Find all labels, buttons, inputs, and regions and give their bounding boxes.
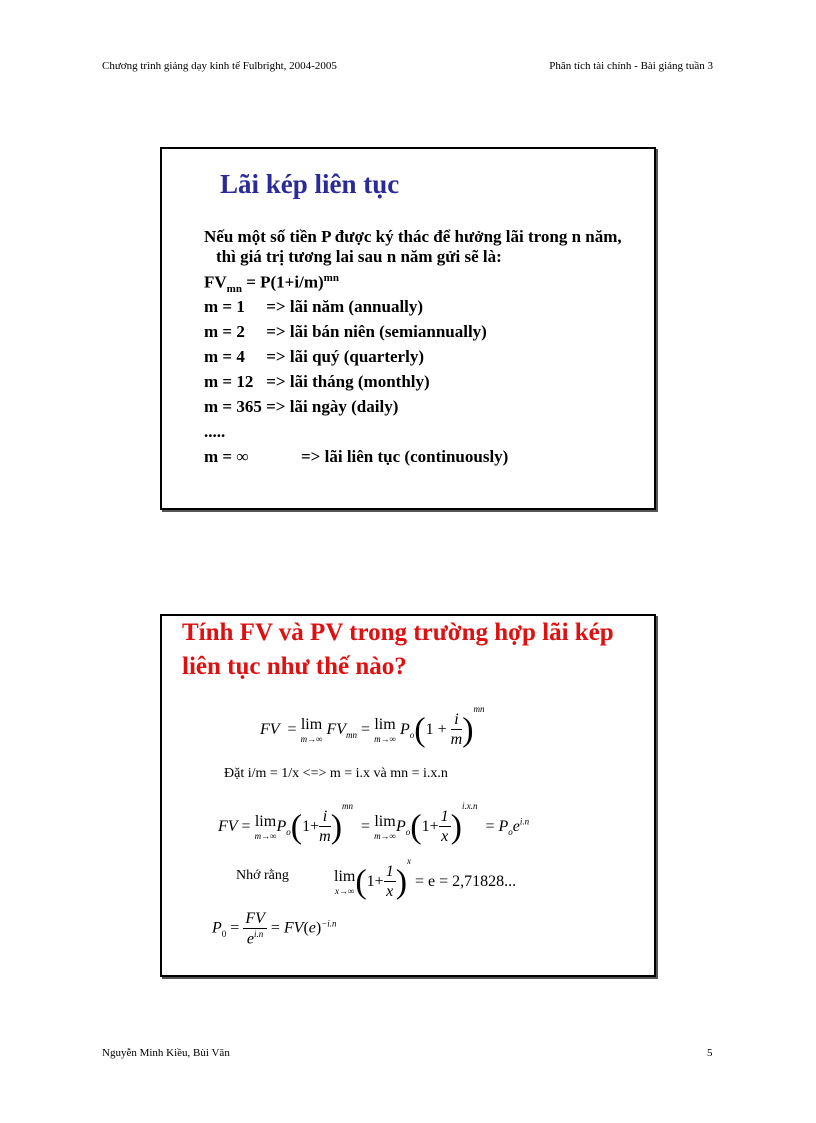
- ellipsis: .....: [204, 422, 226, 441]
- compounding-line: m = 4 => lãi quý (quarterly): [204, 347, 424, 366]
- compounding-line: m = 365 => lãi ngày (daily): [204, 397, 399, 416]
- equation-fv-limit: FV = lim m→∞ $FV_{mn}$ = lim m→∞ $P_o(1$ + $\frac{i}{m}$ )$^{mn}$: [260, 704, 485, 749]
- slide-continuous-compounding: [160, 147, 656, 510]
- equation-fv-exponential: FV = lim m→∞ $P_o(1+$ $\frac{i}{m}$ )$^{mn}$ = lim m→∞ $P_o(1+$ $\frac{1}{x}$ )$^{i.x.n} = P_oe^{i.n}$: [218, 801, 530, 846]
- compounding-line-continuous: m = ∞ => lãi liên tục (continuously): [204, 447, 509, 466]
- slide1-title: Lãi kép liên tục: [220, 169, 400, 199]
- slide1-intro: Nếu một số tiền P được ký thác để hưởng lãi trong n năm, thì giá trị tương lai sau n năm gửi sẽ là:: [204, 227, 622, 266]
- footer-authors: Nguyễn Minh Kiều, Bùi Văn: [102, 1047, 230, 1059]
- header-lecture: Phân tích tài chính - Bài giảng tuần 3: [549, 60, 713, 72]
- slide2-title: Tính FV và PV trong trường hợp lãi kép liên tục như thế nào?: [182, 619, 614, 680]
- header-course: Chương trình giảng dạy kinh tế Fulbright, 2004-2005: [102, 60, 337, 72]
- compounding-line: m = 1 => lãi năm (annually): [204, 297, 424, 316]
- slide-fv-pv-continuous: [160, 614, 656, 977]
- page-number: 5: [707, 1047, 713, 1059]
- equation-pv: $P_0$ = $\frac{FV}{e^{i.n}}$ = $FV(e)^{-i.n}$: [212, 910, 337, 947]
- e-value: = e = 2,71828...: [415, 873, 517, 890]
- slide1-body: [204, 227, 626, 471]
- equation-e-limit: lim x→∞ (1+ $\frac{1}{x}$ )$^x$ = e = 2,71828...: [334, 856, 517, 901]
- remember-label: Nhớ rằng: [236, 868, 289, 883]
- substitution-text: Đặt i/m = 1/x <=> m = i.x và mn = i.x.n: [224, 766, 448, 781]
- compounding-line: m = 2 => lãi bán niên (semiannually): [204, 322, 487, 341]
- fv-formula: $FV_{mn} = P(1+i/m)^{mn}$: [204, 272, 339, 296]
- compounding-line: m = 12 => lãi tháng (monthly): [204, 372, 430, 391]
